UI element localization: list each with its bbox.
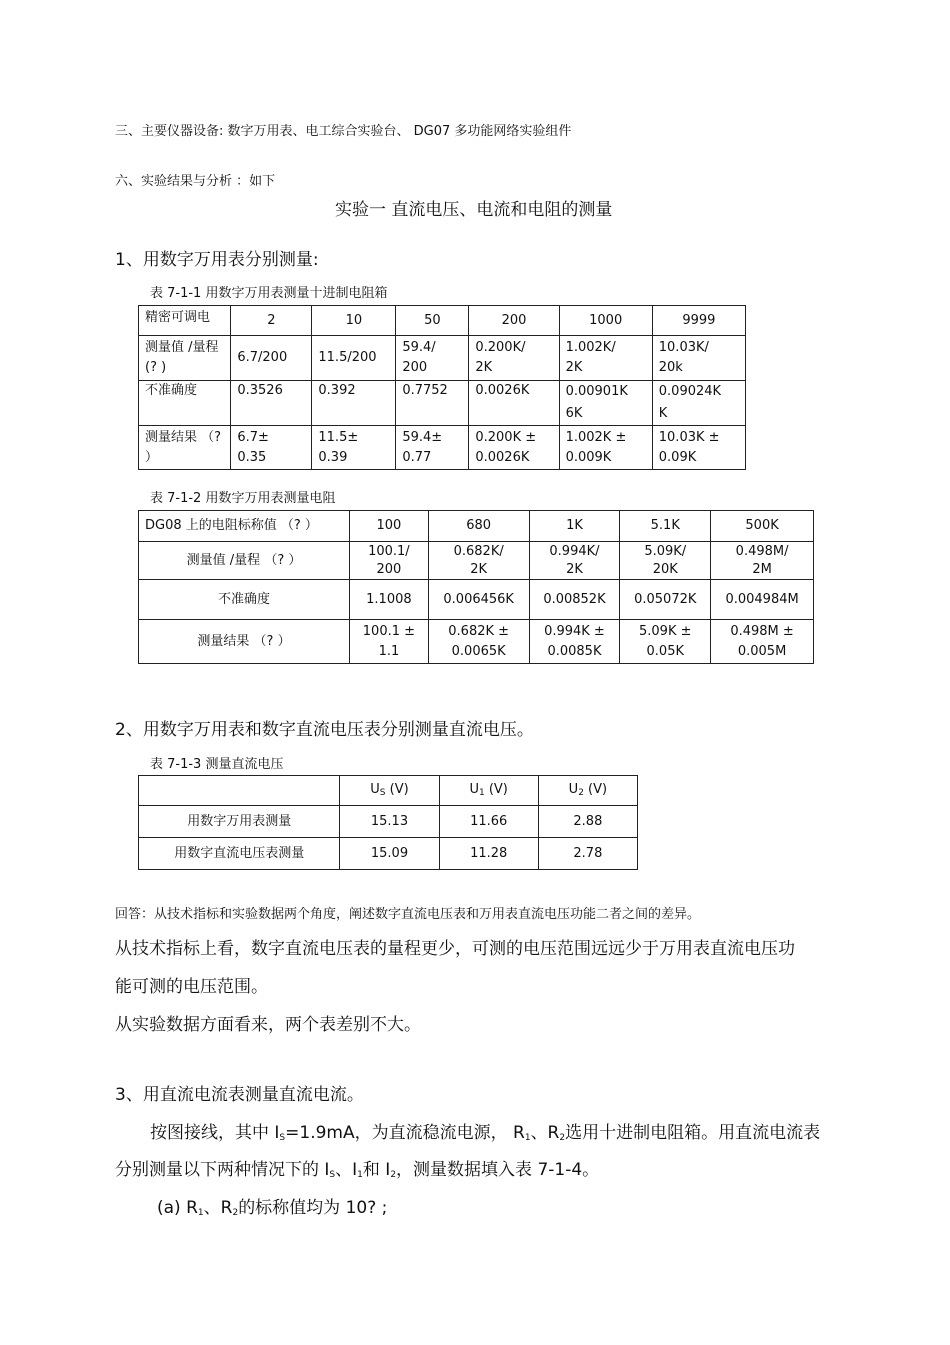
question-text: 回答：从技术指标和实验数据两个角度，阐述数字直流电压表和万用表直流电压功能二者之间的差异。: [115, 907, 701, 922]
table-row: [139, 381, 746, 426]
table-cell: 0.994K/ 2K: [529, 542, 620, 580]
table-cell: 2: [231, 306, 312, 336]
table-cell: 1.1008: [350, 580, 429, 620]
table-cell: 0.200K/ 2K: [469, 336, 559, 381]
table-cell: 用数字直流电压表测量: [139, 838, 340, 870]
table-cell: 59.4± 0.77: [396, 426, 469, 470]
text-run: ，测量数据填入表 7-1-4。: [396, 1160, 600, 1180]
table-cell: 11.66: [439, 806, 538, 838]
table-cell: 0.09024K K: [652, 381, 745, 426]
table1-caption: 表 7-1-1 用数字万用表测量十进制电阻箱: [150, 286, 388, 301]
header-unit: (V): [583, 782, 608, 797]
table-cell: 11.5/200: [312, 336, 396, 381]
header-unit: (V): [484, 782, 508, 797]
text-run: 和 I: [362, 1160, 391, 1180]
table-cell: 1000: [559, 306, 652, 336]
table-row: [139, 580, 814, 620]
section3-item-a: [157, 1193, 387, 1218]
table-cell: 不准确度: [139, 580, 350, 620]
table-cell: 不准确度: [139, 381, 231, 426]
table-cell: 0.392: [312, 381, 396, 426]
section3-paragraph-line-2: [115, 1155, 599, 1180]
table3-caption: 表 7-1-3 测量直流电压: [150, 757, 284, 772]
table2-caption: 表 7-1-2 用数字万用表测量电阻: [150, 491, 336, 506]
table-cell: 10.03K ± 0.09K: [652, 426, 745, 470]
table-row: [139, 620, 814, 664]
equipment-line: 三、主要仪器设备: 数字万用表、电工综合实验台、 DG07 多功能网络实验组件: [115, 124, 572, 139]
section2-heading: 2、用数字万用表和数字直流电压表分别测量直流电压。: [115, 720, 534, 740]
subscript: 2: [232, 1208, 239, 1218]
text-run: 、R: [530, 1123, 560, 1143]
table-cell: 测量结果 （? ）: [139, 426, 231, 470]
table-cell: 2.78: [538, 838, 637, 870]
text-run: 、R: [203, 1198, 233, 1218]
subscript: 1: [357, 1170, 363, 1180]
table-cell: 9999: [652, 306, 745, 336]
table-cell: 0.682K/ 2K: [428, 542, 529, 580]
table-row: [139, 776, 638, 806]
table-cell: 0.994K ± 0.0085K: [529, 620, 620, 664]
text-run: 按图接线，其中 I: [150, 1123, 280, 1143]
header-label: U: [370, 782, 380, 797]
subscript: 1: [197, 1208, 204, 1218]
table-row: [139, 336, 746, 381]
table-cell: 5.09K/ 20K: [620, 542, 711, 580]
table-cell: 1.002K ± 0.009K: [559, 426, 652, 470]
table-cell: 1.002K/ 2K: [559, 336, 652, 381]
text-run: 分别测量以下两种情况下的 I: [115, 1160, 330, 1180]
table-cell: 0.498M ± 0.005M: [711, 620, 814, 664]
subscript: S: [279, 1133, 286, 1143]
answer-line-2: 能可测的电压范围。: [115, 977, 268, 997]
table-row: [139, 806, 638, 838]
header-label: U: [469, 782, 479, 797]
table-cell: 100.1/ 200: [350, 542, 429, 580]
header-label: U: [568, 782, 579, 797]
answer-line-1: 从技术指标上看，数字直流电压表的量程更少，可测的电压范围远远少于万用表直流电压功: [115, 939, 795, 959]
text-run: 的标称值均为 10? ;: [238, 1198, 388, 1218]
table-cell: 0.200K ± 0.0026K: [469, 426, 559, 470]
table-cell: [538, 776, 637, 806]
table-cell: 1K: [529, 511, 620, 542]
table-cell: 5.09K ± 0.05K: [620, 620, 711, 664]
answer-line-3: 从实验数据方面看来，两个表差别不大。: [115, 1015, 421, 1035]
table-cell: 11.5± 0.39: [312, 426, 396, 470]
table-cell: 15.13: [340, 806, 439, 838]
table-cell: 测量结果 （? ）: [139, 620, 350, 664]
table-cell: [139, 776, 340, 806]
table-row: [139, 426, 746, 470]
section1-heading: 1、用数字万用表分别测量:: [115, 250, 319, 270]
table-cell: 0.7752: [396, 381, 469, 426]
table-row: [139, 542, 814, 580]
results-heading: 六、实验结果与分析 ：如下: [115, 174, 276, 189]
table-cell: 5.1K: [620, 511, 711, 542]
table-row: [139, 511, 814, 542]
table-7-1-2: [138, 510, 814, 664]
table-cell: 100.1 ± 1.1: [350, 620, 429, 664]
table-cell: 0.00852K: [529, 580, 620, 620]
table-cell: 2.88: [538, 806, 637, 838]
table-cell: 10.03K/ 20k: [652, 336, 745, 381]
table-cell: 精密可调电: [139, 306, 231, 336]
table-cell: 100: [350, 511, 429, 542]
table-cell: 0.05072K: [620, 580, 711, 620]
table-cell: 680: [428, 511, 529, 542]
table-cell: 10: [312, 306, 396, 336]
table-cell: 测量值 /量程 (? ): [139, 336, 231, 381]
table-cell: 用数字万用表测量: [139, 806, 340, 838]
table-7-1-3: [138, 775, 638, 870]
text-run: 选用十进制电阻箱。用直流电流表: [565, 1123, 821, 1143]
table-cell: [340, 776, 439, 806]
text-run: =1.9mA，为直流稳流电源， R: [285, 1123, 525, 1143]
table-cell: 0.3526: [231, 381, 312, 426]
table-cell: 15.09: [340, 838, 439, 870]
table-cell: 6.7± 0.35: [231, 426, 312, 470]
table-cell: 200: [469, 306, 559, 336]
table-cell: 测量值 /量程 （? ）: [139, 542, 350, 580]
table-cell: 11.28: [439, 838, 538, 870]
header-subscript: 1: [478, 788, 485, 798]
table-cell: 0.004984M: [711, 580, 814, 620]
table-row: [139, 838, 638, 870]
table-cell: DG08 上的电阻标称值 （? ）: [139, 511, 350, 542]
table-cell: 0.682K ± 0.0065K: [428, 620, 529, 664]
subscript: 2: [559, 1133, 566, 1143]
subscript: 1: [524, 1133, 531, 1143]
table-cell: 0.00901K 6K: [559, 381, 652, 426]
table-cell: 50: [396, 306, 469, 336]
header-subscript: S: [379, 788, 386, 798]
table-cell: 0.006456K: [428, 580, 529, 620]
subscript: 2: [390, 1170, 397, 1180]
table-cell: 0.0026K: [469, 381, 559, 426]
section3-paragraph-line-1: [150, 1118, 820, 1143]
table-row: [139, 306, 746, 336]
text-run: (a) R: [157, 1198, 198, 1218]
text-run: 、I: [335, 1160, 358, 1180]
header-subscript: 2: [578, 788, 584, 798]
experiment-title: 实验一 直流电压、电流和电阻的测量: [335, 200, 613, 220]
table-cell: 500K: [711, 511, 814, 542]
table-cell: [439, 776, 538, 806]
table-cell: 0.498M/ 2M: [711, 542, 814, 580]
table-cell: 59.4/ 200: [396, 336, 469, 381]
table-cell: 6.7/200: [231, 336, 312, 381]
table-7-1-1: [138, 305, 746, 470]
header-unit: (V): [385, 782, 409, 797]
subscript: S: [329, 1170, 336, 1180]
section3-heading: 3、用直流电流表测量直流电流。: [115, 1085, 364, 1105]
